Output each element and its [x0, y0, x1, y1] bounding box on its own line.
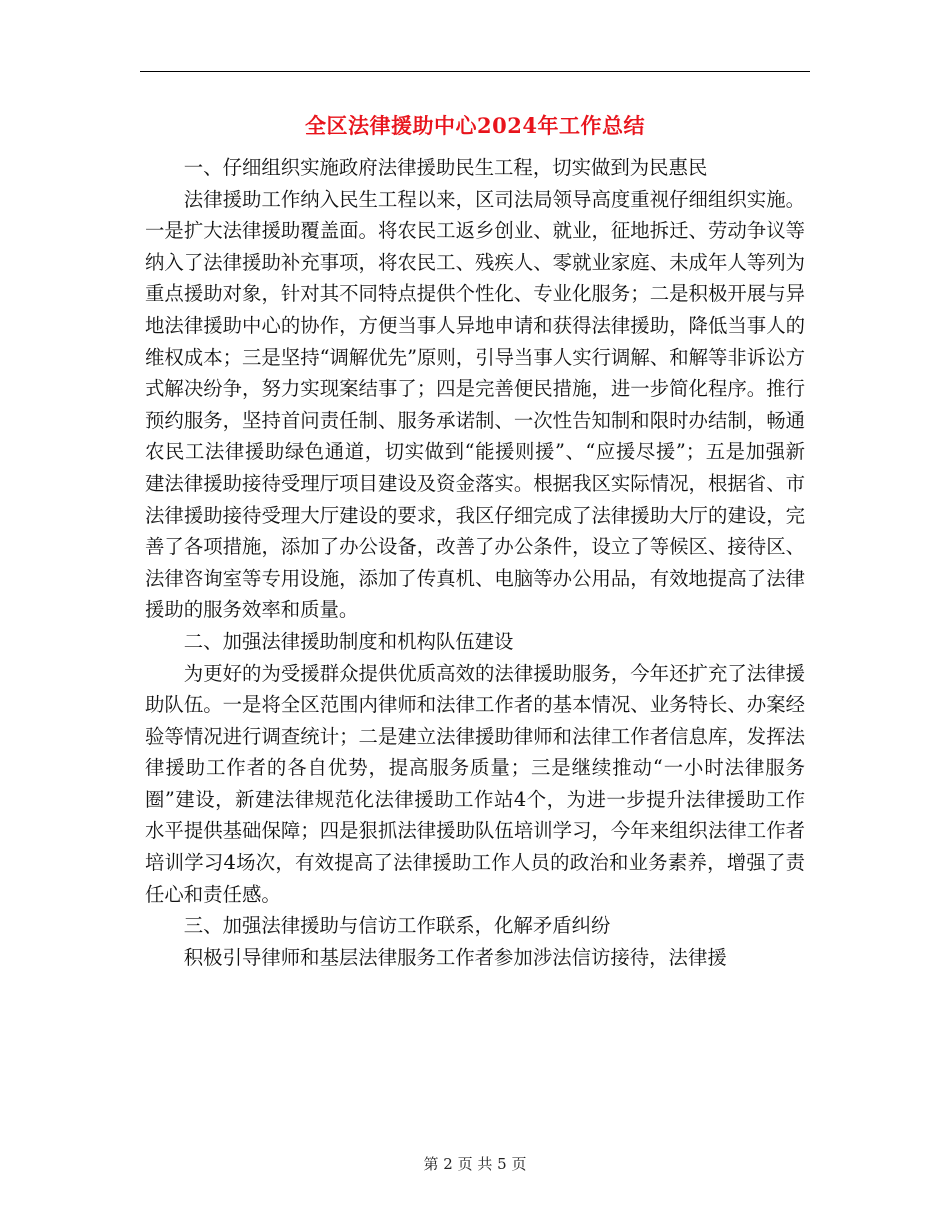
- page-footer: 第 2 页 共 5 页: [423, 1155, 527, 1173]
- document-body: [145, 152, 805, 973]
- header-rule: [140, 71, 810, 72]
- section-heading-1: 一、仔细组织实施政府法律援助民生工程，切实做到为民惠民: [183, 156, 708, 179]
- section-heading-2: 二、加强法律援助制度和机构队伍建设: [183, 629, 514, 653]
- section-heading-3: 三、加强法律援助与信访工作联系，化解矛盾纠纷: [183, 914, 611, 938]
- body-paragraph-3: 积极引导律师和基层法律服务工作者参加涉法信访接待，法律援: [183, 945, 727, 969]
- document-title: 全区法律援助中心2024年工作总结: [305, 113, 645, 138]
- body-paragraph-2: 为更好的为受援群众提供优质高效的法律援助服务，今年还扩充了法律援助队伍。一是将全区范围内律师和法律工作者的基本情况、业务特长、办案经验等情况进行调查统计；二是建立法律援助律师和法律工作者信息库，发挥法律援助工作者的各自优势，提高服务质量；三是继续推动“一小时法律服务圈”建设，新建法律规范化法律援助工作站4个，为进一步提升法律援助工作水平提供基础保障；四是狠抓法律援助队伍培训学习，今年来组织法律工作者培训学习4场次，有效提高了法律援助工作人员的政治和业务素养，增强了责任心和责任感。: [145, 661, 805, 906]
- body-paragraph-1: 法律援助工作纳入民生工程以来，区司法局领导高度重视仔细组织实施。一是扩大法律援助覆盖面。将农民工返乡创业、就业，征地拆迁、劳动争议等纳入了法律援助补充事项，将农民工、残疾人、零就业家庭、未成年人等列为重点援助对象，针对其不同特点提供个性化、专业化服务；二是积极开展与异地法律援助中心的协作，方便当事人异地申请和获得法律援助，降低当事人的维权成本；三是坚持“调解优先”原则，引导当事人实行调解、和解等非诉讼方式解决纷争，努力实现案结事了；四是完善便民措施，进一步简化程序。推行预约服务，坚持首问责任制、服务承诺制、一次性告知制和限时办结制，畅通农民工法律援助绿色通道，切实做到“能援则援”、“应援尽援”；五是加强新建法律援助接待受理厅项目建设及资金落实。根据我区实际情况，根据省、市法律援助接待受理大厅建设的要求，我区仔细完成了法律援助大厅的建设，完善了各项措施，添加了办公设备，改善了办公条件，设立了等候区、接待区、法律咨询室等专用设施，添加了传真机、电脑等办公用品，有效地提高了法律援助的服务效率和质量。: [145, 187, 805, 622]
